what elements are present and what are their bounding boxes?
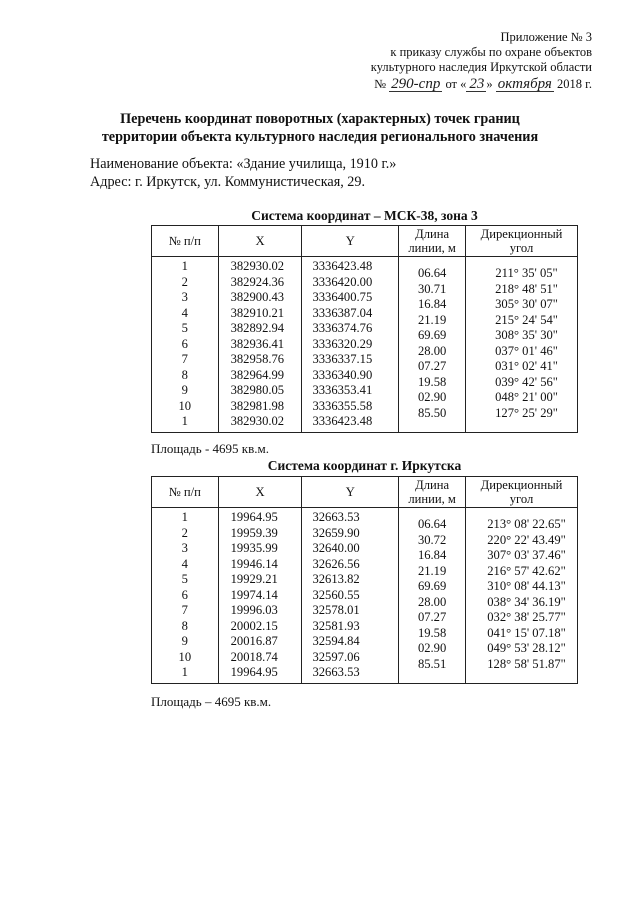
table-cell: 20002.15	[230, 618, 278, 633]
order-date-day-handwritten: 23	[466, 77, 486, 92]
table-cell: 3336423.48	[312, 414, 373, 428]
object-address: Адрес: г. Иркутск, ул. Коммунистическая, 29.	[90, 174, 366, 190]
table-cell: 21.19	[417, 563, 447, 578]
x-list	[219, 508, 302, 683]
table-cell: 32578.01	[312, 603, 360, 617]
table-cell: 5	[181, 572, 188, 586]
table-cell: 305° 30' 07"	[495, 297, 558, 311]
table-cell: 5	[181, 321, 188, 335]
appendix-order-line	[371, 77, 592, 92]
table-cell: 30.72	[417, 532, 447, 547]
table-cell: 06.64	[417, 517, 447, 531]
table-cell: 32560.55	[312, 587, 360, 602]
header-x: X	[218, 226, 302, 257]
table-cell: 07.27	[417, 359, 447, 373]
table-cell: 1	[181, 414, 188, 428]
table-cell: 07.27	[417, 610, 447, 624]
header-length	[399, 226, 466, 257]
table-cell: 1	[181, 510, 188, 524]
header-num: № п/п	[152, 477, 219, 508]
table-cell: 19946.14	[230, 556, 278, 571]
table-cell: 038° 34' 36.19"	[487, 594, 566, 609]
table-cell: 21.19	[417, 312, 447, 327]
table-cell: 8	[181, 618, 188, 633]
table-cell: 28.00	[417, 594, 447, 609]
table-cell: 3336400.75	[312, 290, 373, 304]
table-cell: 032° 38' 25.77"	[487, 610, 566, 624]
table-cell: 3336355.58	[312, 398, 373, 413]
table-cell: 3	[181, 290, 188, 304]
header-y: Y	[302, 226, 399, 257]
table-cell: 382924.36	[230, 274, 285, 289]
table-cell: 128° 58' 51.87"	[487, 656, 566, 671]
table-cell: 19929.21	[230, 572, 278, 586]
x-list	[219, 257, 302, 432]
table-cell: 382900.43	[230, 290, 285, 304]
table-cell: 382910.21	[230, 305, 285, 320]
header-angle-text: Дирекционный угол	[480, 227, 563, 255]
title-line-1: Перечень координат поворотных (характерных) точек границ	[120, 111, 520, 127]
table-cell: 127° 25' 29"	[495, 405, 558, 420]
x-column	[218, 257, 302, 433]
length-column	[399, 508, 466, 684]
table-cell: 3	[181, 541, 188, 555]
appendix-line-2: к приказу службы по охране объектов	[390, 45, 592, 59]
table-cell: 382930.02	[230, 259, 285, 273]
angle-column	[466, 508, 578, 684]
num-column	[152, 257, 219, 433]
table1-caption: Система координат – МСК-38, зона 3	[251, 208, 478, 223]
table-cell: 048° 21' 00"	[495, 390, 558, 404]
table-cell: 3336337.15	[312, 352, 373, 366]
table-cell: 213° 08' 22.65"	[487, 517, 566, 531]
table-cell: 85.50	[417, 405, 447, 420]
coordinates-table-irkutsk	[151, 476, 578, 684]
table-cell: 19959.39	[230, 525, 278, 540]
table-cell: 32640.00	[312, 541, 360, 555]
y-column	[302, 257, 399, 433]
table-cell: 2	[181, 525, 188, 540]
table-cell: 211° 35' 05"	[495, 266, 558, 280]
table-cell: 19935.99	[230, 541, 278, 555]
table-cell: 308° 35' 30"	[495, 328, 558, 342]
table-cell: 3336423.48	[312, 259, 373, 273]
order-number-prefix: №	[374, 77, 387, 91]
table-cell: 28.00	[417, 343, 447, 358]
table-cell: 19.58	[417, 625, 447, 640]
table-cell: 32663.53	[312, 510, 360, 524]
table1-area: Площадь - 4695 кв.м.	[151, 441, 269, 456]
table-cell: 10	[178, 649, 192, 664]
table2-caption: Система координат г. Иркутска	[267, 458, 462, 473]
table-cell: 310° 08' 44.13"	[487, 579, 566, 593]
header-num: № п/п	[152, 226, 219, 257]
table-cell: 19.58	[417, 374, 447, 389]
angle-list	[466, 257, 577, 423]
table-cell: 7	[181, 603, 188, 617]
table-cell: 02.90	[417, 390, 447, 404]
table-cell: 382930.02	[230, 414, 285, 428]
table-cell: 215° 24' 54"	[495, 312, 558, 327]
num-column	[152, 508, 219, 684]
table-cell: 382936.41	[230, 336, 285, 351]
table-cell: 32581.93	[312, 618, 360, 633]
table-header-row	[152, 477, 578, 508]
order-date-year: 2018 г.	[557, 77, 592, 91]
table-cell: 6	[181, 587, 188, 602]
appendix-line-1: Приложение № 3	[500, 30, 592, 44]
table-cell: 031° 02' 41"	[495, 359, 558, 373]
table-cell: 69.69	[417, 579, 447, 593]
order-date-mid: »	[486, 77, 493, 91]
table-cell: 32594.84	[312, 634, 360, 648]
length-column	[399, 257, 466, 433]
angle-list	[466, 508, 577, 674]
table-cell: 69.69	[417, 328, 447, 342]
table-cell: 3336353.41	[312, 383, 373, 397]
length-list	[399, 257, 465, 423]
table-cell: 307° 03' 37.46"	[487, 548, 566, 562]
table-body-row	[152, 257, 578, 433]
table-cell: 32659.90	[312, 525, 360, 540]
order-date-from: от «	[445, 77, 467, 91]
table-header-row	[152, 226, 578, 257]
document-title	[0, 110, 640, 146]
coordinates-table-msk38	[151, 225, 578, 433]
header-angle	[466, 477, 578, 508]
table-body-row	[152, 508, 578, 684]
table-cell: 382892.94	[230, 321, 285, 335]
table-cell: 4	[181, 305, 188, 320]
table-cell: 1	[181, 259, 188, 273]
table-cell: 3336340.90	[312, 367, 373, 382]
y-list	[302, 257, 398, 432]
table2-area: Площадь – 4695 кв.м.	[151, 694, 272, 709]
table-cell: 3336374.76	[312, 321, 373, 335]
table-cell: 7	[181, 352, 188, 366]
y-list	[302, 508, 398, 683]
title-line-2: территории объекта культурного наследия регионального значения	[101, 129, 539, 145]
header-length-text: Длина линии, м	[408, 227, 456, 255]
table-cell: 382958.76	[230, 352, 285, 366]
table-cell: 037° 01' 46"	[495, 343, 558, 358]
table-cell: 19964.95	[230, 510, 278, 524]
header-angle	[466, 226, 578, 257]
table-cell: 32613.82	[312, 572, 360, 586]
table-cell: 02.90	[417, 641, 447, 655]
table-cell: 1	[181, 665, 188, 679]
header-angle-text: Дирекционный угол	[480, 478, 563, 506]
num-list	[152, 508, 218, 683]
table-cell: 216° 57' 42.62"	[487, 563, 566, 578]
y-column	[302, 508, 399, 684]
table-cell: 382981.98	[230, 398, 285, 413]
table-cell: 3336387.04	[312, 305, 373, 320]
table-cell: 16.84	[417, 297, 447, 311]
table-cell: 8	[181, 367, 188, 382]
table-cell: 2	[181, 274, 188, 289]
table-cell: 039° 42' 56"	[495, 374, 558, 389]
table-cell: 041° 15' 07.18"	[487, 625, 566, 640]
table-cell: 20018.74	[230, 649, 278, 664]
table-cell: 30.71	[417, 281, 447, 296]
table-cell: 382964.99	[230, 367, 285, 382]
header-y: Y	[302, 477, 399, 508]
header-x: X	[218, 477, 302, 508]
table-cell: 19964.95	[230, 665, 278, 679]
table-cell: 19996.03	[230, 603, 278, 617]
header-length-text: Длина линии, м	[408, 478, 456, 506]
angle-column	[466, 257, 578, 433]
table-cell: 3336420.00	[312, 274, 373, 289]
table-cell: 049° 53' 28.12"	[487, 641, 566, 655]
num-list	[152, 257, 218, 432]
appendix-line-3: культурного наследия Иркутской области	[370, 60, 592, 74]
length-list	[399, 508, 465, 674]
table-cell: 10	[178, 398, 192, 413]
table-cell: 220° 22' 43.49"	[487, 532, 566, 547]
table-cell: 20016.87	[230, 634, 278, 648]
table-cell: 32626.56	[312, 556, 360, 571]
table-cell: 32663.53	[312, 665, 360, 679]
table-cell: 19974.14	[230, 587, 278, 602]
order-date-month-handwritten: октября	[497, 76, 552, 92]
table-cell: 4	[181, 556, 188, 571]
table-cell: 06.64	[417, 266, 447, 280]
x-column	[218, 508, 302, 684]
header-length	[399, 477, 466, 508]
table-cell: 3336320.29	[312, 336, 373, 351]
table-cell: 9	[181, 634, 188, 648]
table-cell: 6	[181, 336, 188, 351]
order-number-handwritten: 290-спр	[391, 76, 441, 92]
appendix-header	[371, 30, 592, 92]
table-cell: 382980.05	[230, 383, 285, 397]
table-cell: 85.51	[417, 656, 447, 671]
table-cell: 16.84	[417, 548, 447, 562]
table-cell: 218° 48' 51"	[495, 281, 558, 296]
table-cell: 32597.06	[312, 649, 360, 664]
object-name: Наименование объекта: «Здание училища, 1910 г.»	[90, 156, 397, 172]
table-cell: 9	[181, 383, 188, 397]
